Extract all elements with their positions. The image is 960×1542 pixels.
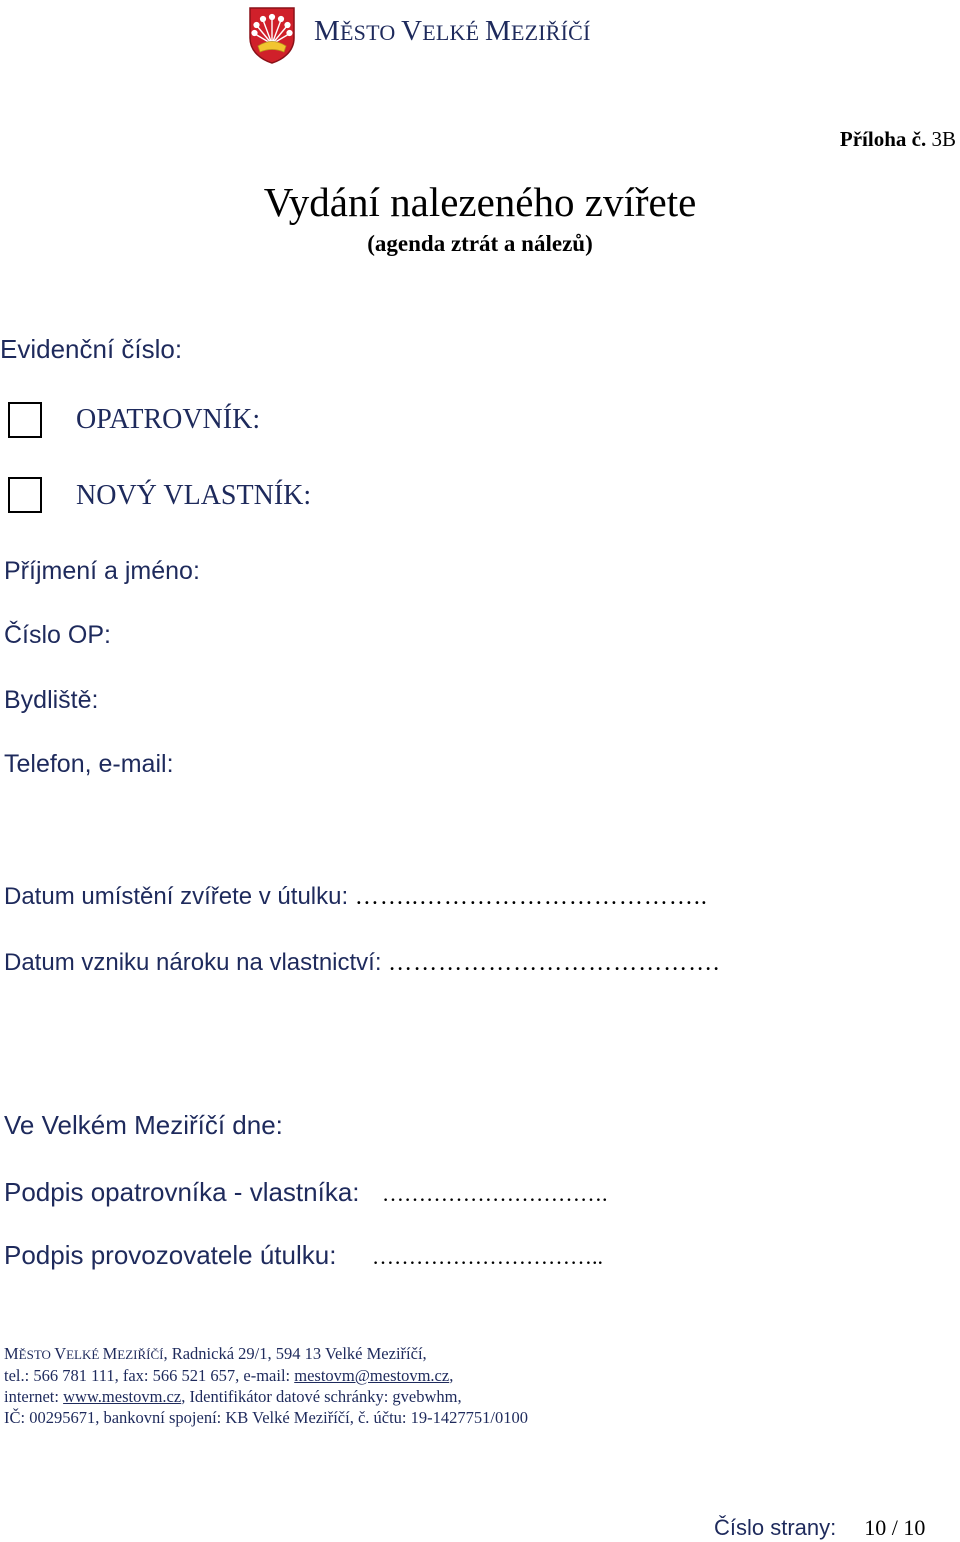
name-label: Příjmení a jméno: xyxy=(4,557,200,585)
page-number-value: 10 / 10 xyxy=(864,1515,926,1540)
footer-line-4: IČ: 00295671, bankovní spojení: KB Velké Meziříčí, č. účtu: 19-1427751/0100 xyxy=(4,1408,528,1427)
annex-label xyxy=(840,127,956,152)
annex-number: 3B xyxy=(931,127,956,151)
shelter-date-row xyxy=(4,883,708,911)
guardian-owner-signature-dots[interactable]: …………………………. xyxy=(382,1181,608,1206)
footer-line-3: internet: www.mestovm.cz, Identifikátor datové schránky: gvebwhm, xyxy=(4,1387,462,1406)
guardian-owner-signature-label: Podpis opatrovníka - vlastníka: xyxy=(4,1177,360,1207)
new-owner-label: NOVÝ VLASTNÍK: xyxy=(76,480,312,511)
phone-email-label: Telefon, e-mail: xyxy=(4,750,174,778)
new-owner-checkbox[interactable] xyxy=(8,477,42,513)
ownership-date-row xyxy=(4,949,720,977)
ownership-date-dots[interactable]: …………………………………. xyxy=(388,950,721,976)
place-date-label: Ve Velkém Meziříčí dne: xyxy=(4,1110,283,1140)
guardian-checkbox[interactable] xyxy=(8,402,42,438)
document-title: Vydání nalezeného zvířete xyxy=(263,179,697,225)
operator-signature-dots[interactable]: ………………………….. xyxy=(372,1244,603,1269)
footer-email-link[interactable]: mestovm@mestovm.cz xyxy=(294,1366,450,1385)
footer-line-2: tel.: 566 781 111, fax: 566 521 657, e-mail: mestovm@mestovm.cz, xyxy=(4,1366,454,1385)
city-crest-logo xyxy=(248,6,296,64)
annex-text: Příloha č. xyxy=(839,127,927,151)
footer-contact xyxy=(4,1343,528,1428)
page-number xyxy=(714,1515,925,1541)
id-card-label: Číslo OP: xyxy=(4,621,111,649)
document-subtitle: (agenda ztrát a nálezů) xyxy=(367,231,593,256)
guardian-label: OPATROVNÍK: xyxy=(76,404,261,435)
footer-web-link[interactable]: www.mestovm.cz xyxy=(63,1387,182,1406)
evidence-number-label: Evidenční číslo: xyxy=(0,334,183,364)
org-name: MĚSTO VELKÉ MEZIŘÍČÍ xyxy=(314,15,591,47)
shelter-date-dots[interactable]: ……..…………………………….. xyxy=(354,884,708,910)
page-number-label: Číslo strany: xyxy=(714,1515,837,1540)
shelter-date-label: Datum umístění zvířete v útulku: xyxy=(4,883,349,910)
address-label: Bydliště: xyxy=(4,686,99,714)
ownership-date-label: Datum vzniku nároku na vlastnictví: xyxy=(4,949,382,976)
footer-line-1: MĚSTO VELKÉ MEZIŘÍČÍ, Radnická 29/1, 594 13 Velké Meziříčí, xyxy=(4,1344,427,1363)
operator-signature-label: Podpis provozovatele útulku: xyxy=(4,1240,337,1270)
